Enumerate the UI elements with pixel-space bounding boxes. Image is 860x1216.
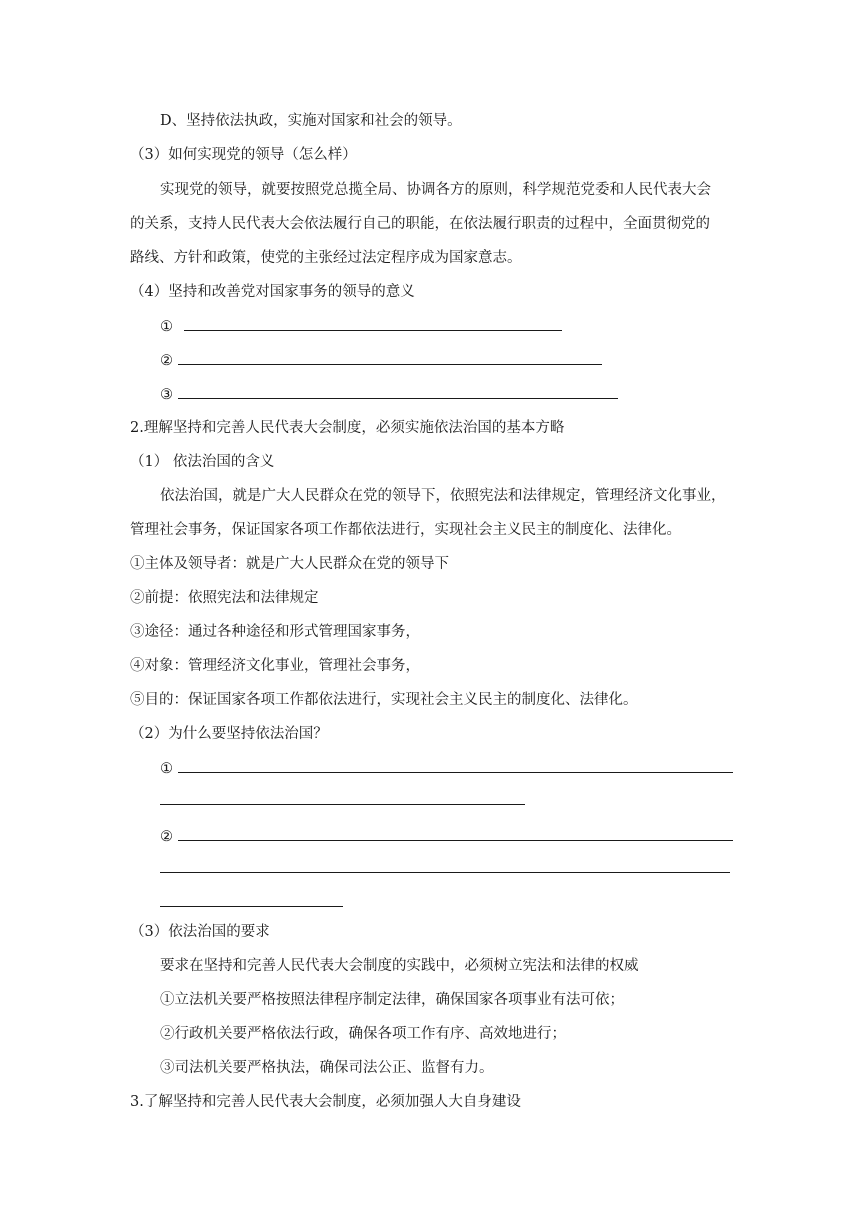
paragraph-requirements: 要求在坚持和完善人民代表大会制度的实践中，必须树立宪法和法律的权威	[160, 958, 639, 974]
paragraph-definition-line-1: 依法治国，就是广大人民群众在党的领导下，依照宪法和法律规定，管理经济文化事业，	[160, 488, 726, 504]
definition-point-2: ②前提：依照宪法和法律规定	[130, 590, 319, 606]
fill-in-blank-2[interactable]	[178, 350, 602, 365]
why-item-1-marker: ①	[160, 761, 173, 777]
requirement-3: ③司法机关要严格执法，确保司法公正、监督有力。	[160, 1060, 494, 1076]
paragraph-how-line-2: 的关系，支持人民代表大会依法履行自己的职能，在依法履行职责的过程中，全面贯彻党的	[130, 216, 710, 232]
fill-in-blank-3[interactable]	[178, 384, 618, 399]
requirement-2: ②行政机关要严格依法行政，确保各项工作有序、高效地进行；	[160, 1026, 566, 1042]
blank-item-3	[160, 384, 618, 404]
heading-how-to-realize: （3）如何实现党的领导（怎么样）	[130, 147, 357, 163]
why-item-2-marker: ②	[160, 829, 173, 845]
fill-in-why-1-b[interactable]	[160, 804, 525, 805]
heading-significance: （4）坚持和改善党对国家事务的领导的意义	[130, 284, 415, 300]
fill-in-why-2-a[interactable]	[178, 826, 733, 841]
paragraph-how-line-3: 路线、方针和政策，使党的主张经过法定程序成为国家意志。	[130, 250, 522, 266]
paragraph-how-line-1: 实现党的领导，就要按照党总揽全局、协调各方的原则，科学规范党委和人民代表大会	[160, 182, 711, 198]
option-d-text: D、坚持依法执政，实施对国家和社会的领导。	[160, 113, 462, 129]
definition-point-5: ⑤目的：保证国家各项工作都依法进行，实现社会主义民主的制度化、法律化。	[130, 692, 638, 708]
blank-item-1-marker: ①	[160, 319, 173, 335]
heading-why-rule-of-law: （2）为什么要坚持依法治国？	[130, 726, 328, 742]
fill-in-why-1-a[interactable]	[178, 758, 733, 773]
why-item-2	[160, 826, 733, 846]
definition-point-3: ③途径：通过各种途径和形式管理国家事务，	[130, 624, 420, 640]
fill-in-why-2-b[interactable]	[160, 872, 730, 873]
section-2-title: 2.理解坚持和完善人民代表大会制度，必须实施依法治国的基本方略	[130, 420, 565, 436]
fill-in-blank-1[interactable]	[184, 316, 562, 331]
section-3-title: 3.了解坚持和完善人民代表大会制度，必须加强人大自身建设	[130, 1094, 521, 1110]
blank-item-1	[160, 316, 562, 336]
paragraph-definition-line-2: 管理社会事务，保证国家各项工作都依法进行，实现社会主义民主的制度化、法律化。	[130, 522, 681, 538]
why-item-1	[160, 758, 733, 778]
requirement-1: ①立法机关要严格按照法律程序制定法律，确保国家各项事业有法可依；	[160, 992, 624, 1008]
blank-item-2-marker: ②	[160, 353, 173, 369]
fill-in-why-2-c[interactable]	[160, 906, 343, 907]
definition-point-4: ④对象：管理经济文化事业，管理社会事务，	[130, 658, 420, 674]
blank-item-3-marker: ③	[160, 387, 173, 403]
definition-point-1: ①主体及领导者：就是广大人民群众在党的领导下	[130, 556, 449, 572]
heading-requirements: （3）依法治国的要求	[130, 924, 270, 940]
heading-definition: （1） 依法治国的含义	[130, 454, 275, 470]
blank-item-2	[160, 350, 602, 370]
